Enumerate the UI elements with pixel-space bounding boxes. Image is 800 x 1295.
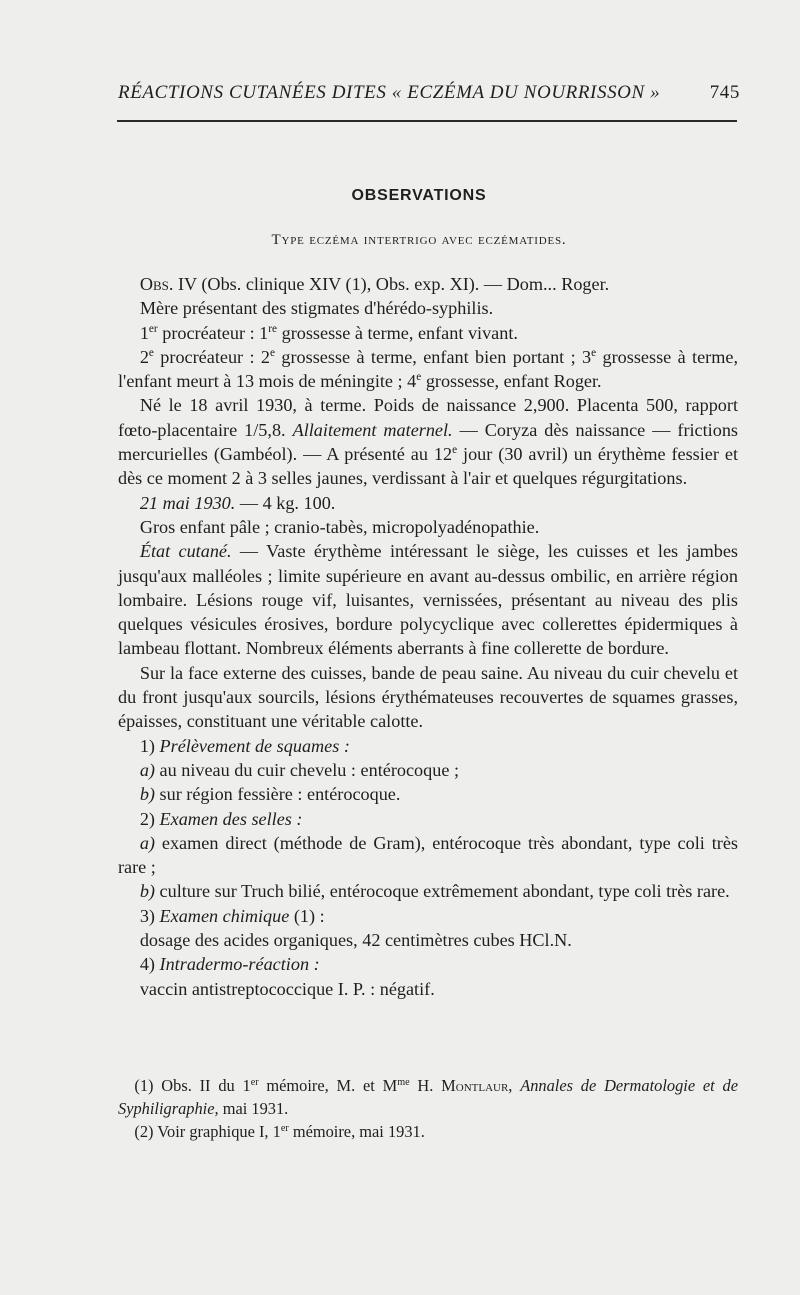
first-father-line: 1er procréateur : 1re grossesse à terme, enfant vivant. <box>139 322 518 343</box>
item-3-heading: 3) Examen chimique (1) : <box>139 905 325 926</box>
mother-line: Mère présentant des stigmates d'hérédo-syphilis. <box>139 298 494 319</box>
section-heading: OBSERVATIONS <box>351 187 487 204</box>
item-4-heading: 4) Intradermo-réaction : <box>139 954 320 975</box>
section-subheading: Type eczéma intertrigo avec eczématides. <box>271 232 567 248</box>
item-2-heading: 2) Examen des selles : <box>139 808 303 829</box>
footnote-1: (1) Obs. II du 1er mémoire, M. et $M^{me}$ H. Montlaur, Annales de Dermatologie et de Syphiligraphie, mai 1931. <box>118 1076 739 1118</box>
running-header <box>118 82 740 104</box>
item-1-heading: 1) Prélèvement de squames : <box>139 735 350 756</box>
page-number: 745 <box>709 82 740 103</box>
item-2b: b) culture sur Truch bilié, entérocoque extrêmement abondant, type coli très rare. <box>139 881 730 902</box>
second-father-paragraph: 2e procréateur : 2e grossesse à terme, enfant bien portant ; 3e grossesse à terme, l'enfant meurt à 13 mois de méningite ; 4e grossesse, enfant Roger. <box>118 346 738 392</box>
item-2a: a) examen direct (méthode de Gram), entérocoque très abondant, type coli très rare ; <box>118 832 738 878</box>
item-3-text: dosage des acides organiques, 42 centimètres cubes HCl.N. <box>139 930 572 951</box>
observation-intro: Obs. IV (Obs. clinique XIV (1), Obs. exp. XI). — Dom... Roger. <box>139 274 610 294</box>
footnotes <box>118 1074 738 1143</box>
child-description: Gros enfant pâle ; cranio-tabès, micropolyadénopathie. <box>139 516 540 537</box>
item-1b: b) sur région fessière : entérocoque. <box>139 784 401 805</box>
running-title: RÉACTIONS CUTANÉES DITES « ECZÉMA DU NOURRISSON » <box>118 82 661 103</box>
date-weight-line: 21 mai 1930. — 4 kg. 100. <box>139 492 336 513</box>
scalp-paragraph: Sur la face externe des cuisses, bande de peau saine. Au niveau du cuir chevelu et du front jusqu'aux sourcils, lésions érythémateuses recouvertes de squames grasses, épaisses, constituant une véritable calotte. <box>118 662 738 732</box>
item-1a: a) au niveau du cuir chevelu : entérocoque ; <box>139 759 459 780</box>
item-4-text: vaccin antistreptococcique I. P. : négatif. <box>139 978 435 999</box>
birth-paragraph: Né le 18 avril 1930, à terme. Poids de naissance 2,900. Placenta 500, rapport fœto-placentaire 1/5,8. Allaitement maternel. — Coryza dès naissance — frictions mercurielles (Gambéol). — A présenté au 12e jour (30 avril) un érythème fessier et dès ce moment 2 à 3 selles jaunes, verdissant à l'air et quelques régurgitations. <box>118 395 738 489</box>
footnote-2: (2) Voir graphique I, 1er mémoire, mai 1931. <box>134 1122 425 1141</box>
observation-body <box>118 272 738 1001</box>
header-rule <box>117 120 737 122</box>
skin-state-paragraph: État cutané. — Vaste érythème intéressant le siège, les cuisses et les jambes jusqu'aux malléoles ; limite supérieure en avant au-dessus ombilic, en arrière région lombaire. Lésions rouge vif, luisantes, vernissées, présentant au niveau des plis quelques vésicules érosives, bordure polycyclique avec collerettes épidermiques à lambeau flottant. Nombreux éléments aberrants à fine collerette de bordure. <box>118 541 738 659</box>
